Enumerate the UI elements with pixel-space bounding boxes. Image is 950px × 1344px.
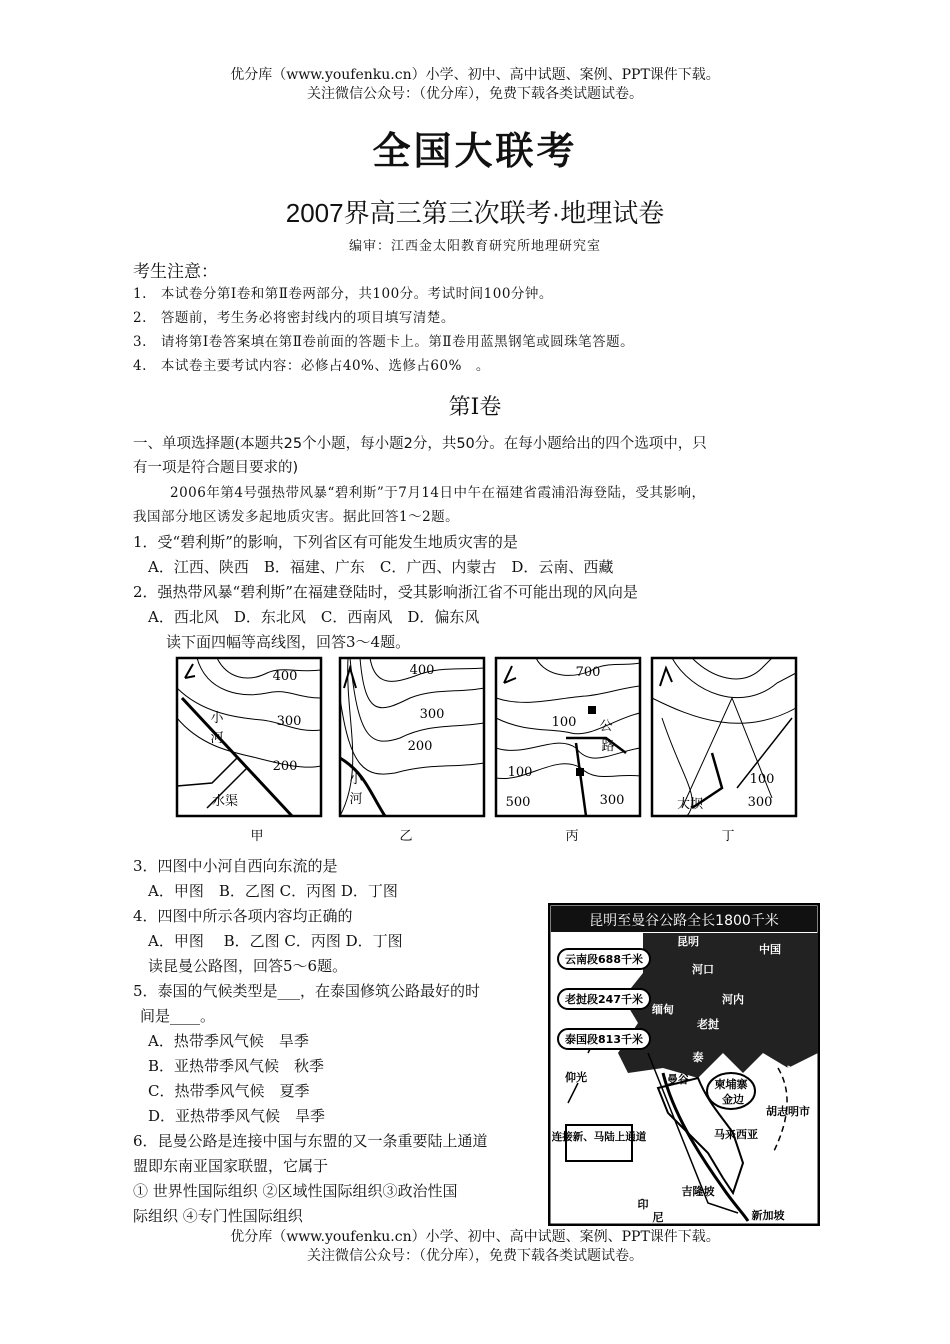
header-line-2: 关注微信公众号：（优分库），免费下载各类试题试卷。 [307,86,643,102]
q6-line-1: 6．昆曼公路是连接中国与东盟的又一条重要陆上通道 [133,1132,488,1150]
road-map-box-laos: 老挝段247千米 [565,993,643,1006]
map-bing [496,658,640,844]
place-china: 中国 [759,943,781,956]
bing-label-300: 300 [599,793,625,808]
place-malaysia: 马来西亚 [714,1128,758,1141]
q3-stem: 3．四图中小河自西向东流的是 [133,857,338,875]
place-singapore: 新加坡 [751,1209,785,1222]
place-kunming: 昆明 [677,935,699,948]
bing-label-700: 700 [575,665,601,680]
jia-label-200: 200 [272,759,298,774]
q5-stem-2: 间是____。 [140,1007,216,1025]
editor-line: 编审：江西金太阳教育研究所地理研究室 [348,239,601,254]
jia-label-xiao: 小 [210,711,224,726]
page-title: 全国大联考 [372,129,578,173]
jia-label-300: 300 [276,714,302,729]
q2-options: A．西北风 D．东北风 C．西南风 D．偏东风 [148,608,480,626]
q5-option-b: B．亚热带季风气候 秋季 [148,1057,325,1075]
map-ding [652,658,796,844]
page-subtitle: 2007界高三第三次联考·地理试卷 [285,198,665,228]
intro-line-2: 我国部分地区诱发多起地质灾害。据此回答1～2题。 [133,509,460,525]
q5-option-a: A．热带季风气候 旱季 [148,1032,309,1050]
jia-label-he: 河 [210,731,224,746]
notice-item-2: 2. 答题前，考生务必将密封线内的项目填写清楚。 [133,310,455,326]
place-bangkok: 曼谷 [667,1073,689,1086]
place-hcmc: 胡志明市 [766,1105,810,1118]
bing-label-100-b: 100 [507,765,533,780]
notice-item-3: 3. 请将第Ⅰ卷答案填在第Ⅱ卷前面的答题卡上。第Ⅱ卷用蓝黑钢笔或圆珠笔答题。 [133,334,635,350]
bing-label-gong: 公 [599,719,613,734]
ding-label-100: 100 [749,772,775,787]
road-map-title: 昆明至曼谷公路全长1800千米 [589,913,779,929]
place-myanmar: 缅甸 [652,1003,674,1016]
section-heading-line-1: 一、单项选择题(本题共25个小题，每小题2分，共50分。在每小题给出的四个选项中，只 [133,436,707,452]
map-yi [340,658,484,844]
q5-stem-1: 5．泰国的气候类型是___，在泰国修筑公路最好的时 [133,982,481,1000]
q5-option-d: D．亚热带季风气候 旱季 [148,1107,326,1125]
road-map-box-yunnan: 云南段688千米 [565,953,643,966]
volume-heading: 第Ⅰ卷 [448,395,502,420]
place-hanoi: 河内 [722,993,744,1006]
place-indo-1: 印 [637,1198,649,1211]
footer-line-1: 优分库（www.youfenku.cn）小学、初中、高中试题、案例、PPT课件下载。 [230,1229,720,1245]
q6-line-4: 际组织 ④专门性国际组织 [133,1207,303,1225]
contour-maps-figure [170,655,830,845]
q3-options: A．甲图 B．乙图 C．丙图 D．丁图 [148,882,398,900]
jia-label-canal: 水渠 [211,794,239,809]
bing-caption: 丙 [565,829,579,844]
kunming-bangkok-road-map [548,903,820,1226]
footer-line-2: 关注微信公众号：（优分库），免费下载各类试题试卷。 [307,1248,643,1264]
bing-label-100-a: 100 [551,715,577,730]
notice-item-4: 4. 本试卷主要考试内容：必修占40%、选修占60% 。 [133,358,490,374]
bing-label-500: 500 [505,795,531,810]
bing-label-lu: 路 [601,739,615,754]
place-indo-2: 尼 [652,1211,664,1224]
q5-option-c: C．热带季风气候 夏季 [148,1082,310,1100]
yi-label-xiao: 小 [349,772,363,787]
map-jia [177,658,321,844]
road-map-box-thailand: 泰国段813千米 [565,1033,643,1046]
place-viet: 越 [780,1065,792,1078]
road-map-box-link: 连接新、马陆上通道 [551,1131,647,1143]
place-laos: 老挝 [697,1018,719,1031]
notice-heading: 考生注意： [133,262,218,282]
place-cambodia: 柬埔寨 [714,1078,748,1091]
ding-caption: 丁 [721,829,735,844]
intro-line-1: 2006年第4号强热带风暴“碧利斯”于7月14日中午在福建省霞浦沿海登陆，受其影响， [170,485,706,501]
map-intro: 读下面四幅等高线图，回答3～4题。 [166,633,411,651]
q4-options: A．甲图 B．乙图 C．丙图 D．丁图 [148,932,403,950]
header-line-1: 优分库（www.youfenku.cn）小学、初中、高中试题、案例、PPT课件下载。 [230,67,720,83]
place-hekou: 河口 [692,963,714,976]
yi-caption: 乙 [399,829,413,844]
jia-caption: 甲 [250,829,264,844]
section-heading-line-2: 有一项是符合题目要求的) [133,460,299,476]
place-thai: 泰 [692,1051,704,1064]
yi-label-400: 400 [409,663,435,678]
q6-line-2: 盟即东南亚国家联盟，它属于 [133,1157,329,1175]
q56-intro: 读昆曼公路图，回答5～6题。 [148,957,348,975]
yi-label-300: 300 [419,707,445,722]
ding-label-dam: 大坝 [676,797,704,812]
q1-options: A．江西、陕西 B．福建、广东 C．广西、内蒙古 D．云南、西藏 [148,558,614,576]
q1-stem: 1．受“碧利斯”的影响，下列省区有可能发生地质灾害的是 [133,533,518,551]
place-kl: 吉隆坡 [681,1185,715,1198]
q4-stem: 4．四图中所示各项内容均正确的 [133,907,353,925]
notice-item-1: 1. 本试卷分第Ⅰ卷和第Ⅱ卷两部分，共100分。考试时间100分钟。 [133,286,553,302]
place-yangon: 仰光 [565,1071,587,1084]
yi-label-he: 河 [349,792,363,807]
q2-stem: 2．强热带风暴“碧利斯”在福建登陆时，受其影响浙江省不可能出现的风向是 [133,583,638,601]
q6-line-3: ① 世界性国际组织 ②区域性国际组织③政治性国 [133,1182,458,1200]
place-phnompenh: 金边 [722,1093,744,1106]
yi-label-200: 200 [407,739,433,754]
ding-label-300: 300 [747,795,773,810]
jia-label-400: 400 [272,669,298,684]
